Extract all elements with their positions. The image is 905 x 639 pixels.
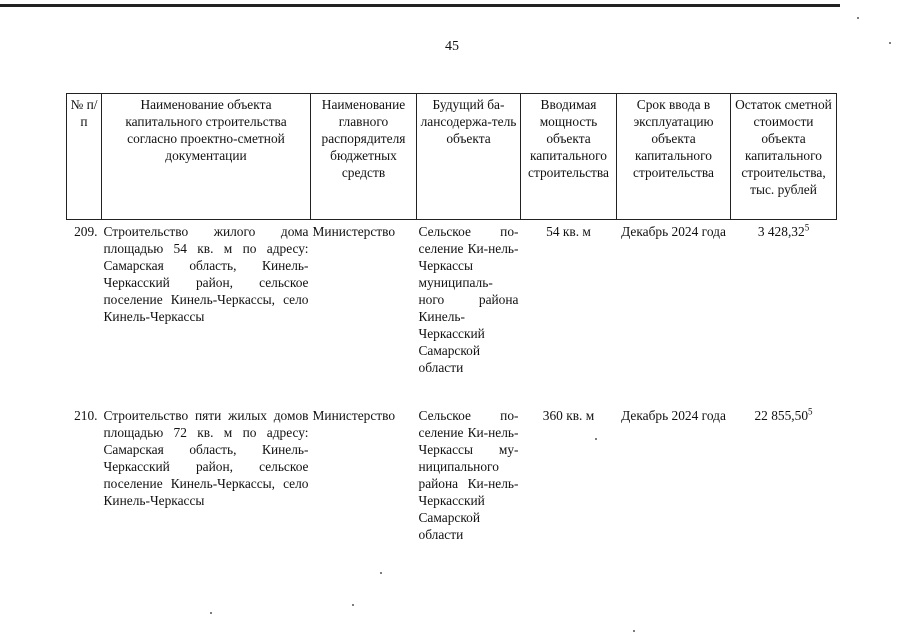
remaining-cost: 3 428,32 — [757, 224, 805, 239]
scan-speck — [210, 612, 212, 614]
table-row — [67, 220, 837, 405]
scan-speck — [857, 17, 859, 19]
remaining-cost: 22 855,50 — [754, 408, 809, 423]
balance-holder: Сельское по-селение Ки-нель-Черкассы муниципаль-ного района Кинель-Черкасский Самарской области — [418, 224, 519, 375]
scan-speck — [352, 604, 354, 606]
scan-speck — [380, 572, 382, 574]
header-remaining-cost: Остаток сметной стоимости объекта капитального строительства, тыс. рублей — [731, 94, 837, 220]
header-object-name: Наименование объекта капитального строительства согласно проектно-сметной документации — [102, 94, 311, 220]
scan-top-rule — [0, 4, 840, 7]
budget-holder: Министерство — [312, 224, 396, 239]
object-name: Строительство пяти жилых домов площадью 72 кв. м по адресу: Самарская область, Кинель-Черкасский район, сельское поселение Кинель-Черкассы, село Кинель-Черкассы — [103, 408, 309, 508]
scan-speck — [889, 42, 891, 44]
object-name: Строительство жилого дома площадью 54 кв. м по адресу: Самарская область, Кинель-Черкасский район, сельское поселение Кинель-Черкассы, село Кинель-Черкассы — [103, 224, 309, 324]
capacity: 54 кв. м — [546, 224, 591, 239]
remaining-cost-cell — [731, 220, 837, 405]
scan-speck — [633, 630, 635, 632]
header-budget-holder: Наименование главного распорядителя бюджетных средств — [311, 94, 417, 220]
row-number: 209. — [74, 224, 98, 239]
table-row — [67, 404, 837, 543]
header-capacity: Вводимая мощность объекта капитального строительства — [521, 94, 617, 220]
capacity: 360 кв. м — [542, 408, 595, 423]
footnote-mark: 5 — [808, 406, 813, 417]
commissioning-term: Декабрь 2024 года — [621, 224, 726, 239]
header-balance-holder: Будущий ба-лансодержа-тель объекта — [417, 94, 521, 220]
footnote-mark: 5 — [804, 222, 810, 233]
header-num: № п/п — [67, 94, 102, 220]
header-commissioning-term: Срок ввода в эксплуатацию объекта капитального строительства — [617, 94, 731, 220]
capital-construction-table — [66, 93, 837, 543]
budget-holder: Министерство — [312, 408, 396, 423]
table-header-row — [67, 94, 837, 220]
balance-holder: Сельское по-селение Ки-нель-Черкассы му-ниципального района Ки-нель-Черкасский Самарской области — [418, 408, 519, 542]
page-number: 45 — [445, 39, 459, 54]
remaining-cost-cell — [731, 404, 837, 543]
row-number: 210. — [74, 408, 98, 423]
commissioning-term: Декабрь 2024 года — [621, 408, 726, 423]
